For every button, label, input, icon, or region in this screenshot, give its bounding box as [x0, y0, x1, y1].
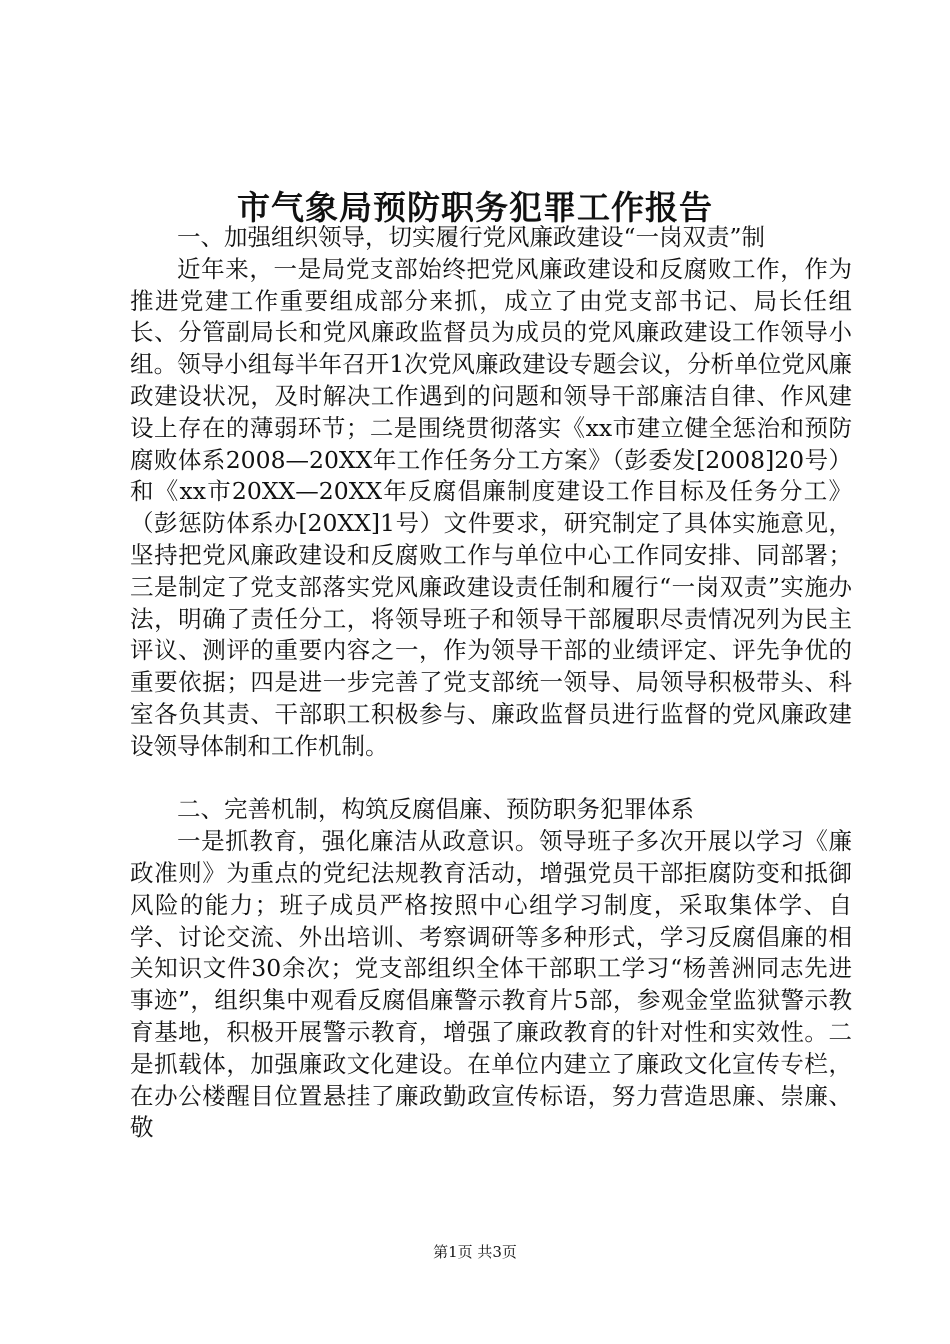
section-paragraph-1: 近年来，一是局党支部始终把党风廉政建设和反腐败工作，作为推进党建工作重要组成部分来抓，成立了由党支部书记、局长任组长、分管副局长和党风廉政监督员为成员的党风廉政建设工作领导小组。领导小组每半年召开1次党风廉政建设专题会议，分析单位党风廉政建设状况，及时解决工作遇到的问题和领导干部廉洁自律、作风建设上存在的薄弱环节；二是围绕贯彻落实《xx市建立健全惩治和预防腐败体系2008—20XX年工作任务分工方案》（彭委发[2008]20号）和《xx市20XX—20XX年反腐倡廉制度建设工作目标及任务分工》（彭惩防体系办[20XX]1号）文件要求，研究制定了具体实施意见，坚持把党风廉政建设和反腐败工作与单位中心工作同安排、同部署；三是制定了党支部落实党风廉政建设责任制和履行“一岗双责”实施办法，明确了责任分工，将领导班子和领导干部履职尽责情况列为民主评议、测评的重要内容之一，作为领导干部的业绩评定、评先争优的重要依据；四是进一步完善了党支部统一领导、局领导积极带头、科室各负其责、干部职工积极参与、廉政监督员进行监督的党风廉政建设领导体制和工作机制。 — [130, 254, 852, 760]
section-heading-2: 二、完善机制，构筑反腐倡廉、预防职务犯罪体系 — [177, 795, 694, 824]
paragraph-spacer — [130, 763, 852, 795]
page-footer: 第1页 共3页 — [433, 1243, 517, 1261]
section-paragraph-2: 一是抓教育，强化廉洁从政意识。领导班子多次开展以学习《廉政准则》为重点的党纪法规教育活动，增强党员干部拒腐防变和抵御风险的能力；班子成员严格按照中心组学习制度，采取集体学、自学、讨论交流、外出培训、考察调研等多种形式，学习反腐倡廉的相关知识文件30余次；党支部组织全体干部职工学习“杨善洲同志先进事迹”，组织集中观看反腐倡廉警示教育片5部，参观金堂监狱警示教育基地，积极开展警示教育，增强了廉政教育的针对性和实效性。二是抓载体，加强廉政文化建设。在单位内建立了廉政文化宣传专栏，在办公楼醒目位置悬挂了廉政勤政宣传标语，努力营造思廉、崇廉、敬 — [130, 827, 852, 1142]
document-body — [130, 222, 852, 1144]
document-title: 市气象局预防职务犯罪工作报告 — [237, 188, 713, 227]
section-heading-1: 一、加强组织领导，切实履行党风廉政建设“一岗双责”制 — [177, 223, 766, 251]
